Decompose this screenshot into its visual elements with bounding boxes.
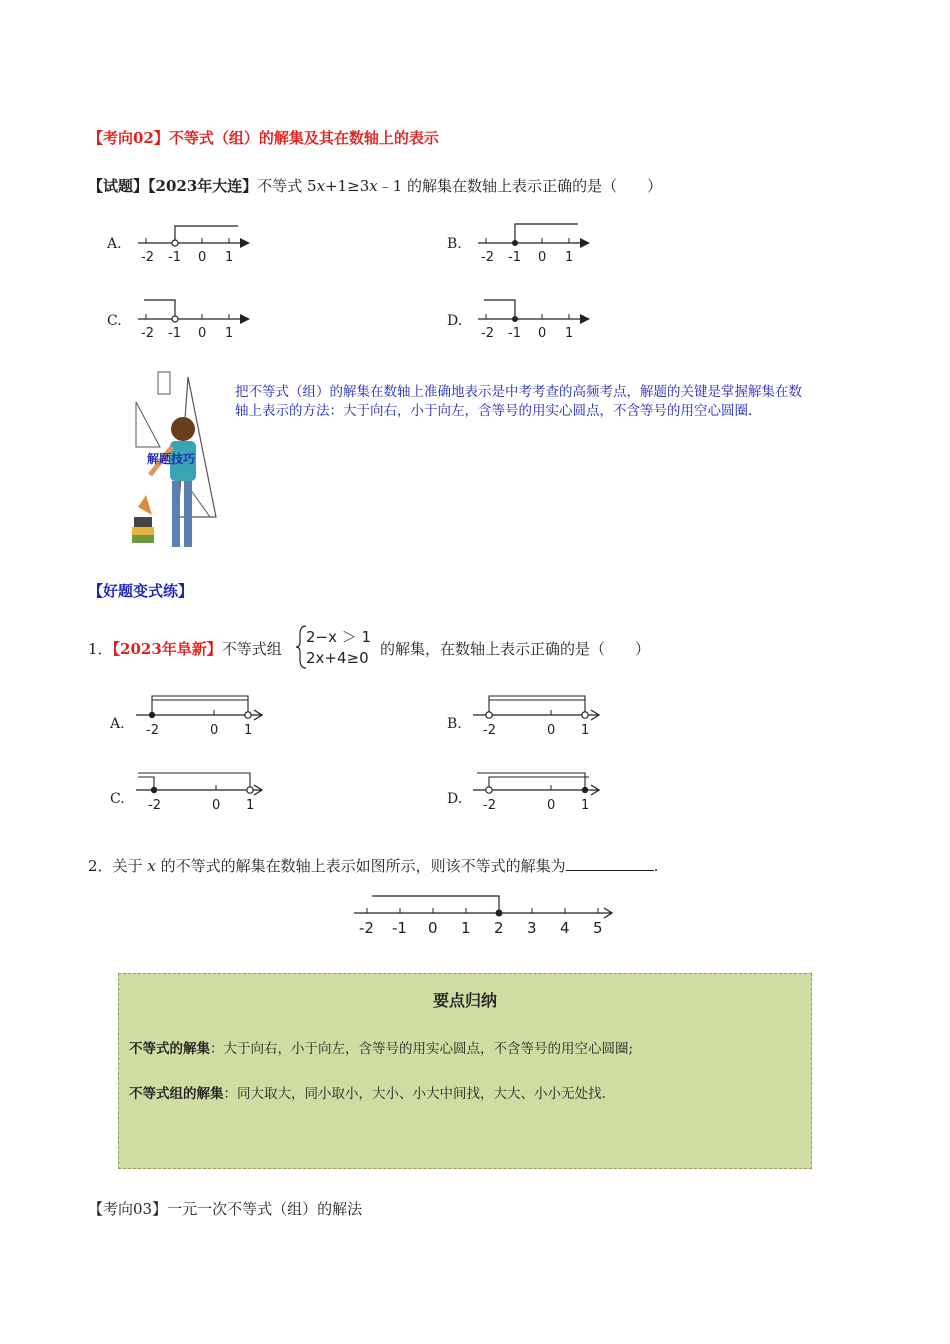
tip-badge: 解题技巧 <box>147 452 196 466</box>
tick-label: 0 <box>428 919 438 937</box>
q1-number-line-c <box>132 765 272 817</box>
open-dot <box>582 712 588 718</box>
tick-label: 1 <box>225 326 234 341</box>
tick-label: 1 <box>581 723 590 738</box>
tick-label: -1 <box>508 326 521 341</box>
tick-label: 0 <box>212 798 221 813</box>
tick-label: -1 <box>392 919 407 937</box>
tick-label: 1 <box>565 250 574 265</box>
q2-end: . <box>653 857 659 875</box>
option-label-b: B. <box>447 236 462 252</box>
tick-label: 5 <box>593 919 603 937</box>
tick-label: -2 <box>148 798 161 813</box>
tick-label: 0 <box>198 250 207 265</box>
q2-text <box>88 855 658 876</box>
q2-number-line <box>350 890 625 940</box>
q1-option-label-a: A. <box>110 716 125 732</box>
number-line-option-b <box>472 216 597 266</box>
open-dot <box>245 712 251 718</box>
open-dot <box>486 787 492 793</box>
summary-row-1 <box>129 1037 633 1057</box>
var-x: x <box>147 857 156 875</box>
tick-label: 0 <box>538 326 547 341</box>
tick-label: 2 <box>494 919 504 937</box>
solid-dot <box>582 787 588 793</box>
q1-prefix: 不等式组 <box>221 640 282 658</box>
trial-text: ﹣1 的解集在数轴上表示正确的是（ ） <box>377 177 663 195</box>
q1-option-label-d: D. <box>447 791 463 807</box>
option-label-c: C. <box>107 313 122 329</box>
tick-label: -1 <box>508 250 521 265</box>
q1-number-line-b <box>469 690 609 742</box>
q1-option-label-c: C. <box>110 791 125 807</box>
tick-label: -2 <box>483 723 496 738</box>
tick-label: 1 <box>246 798 255 813</box>
tick-label: -2 <box>359 919 374 937</box>
tick-label: -1 <box>168 326 181 341</box>
number-line-option-d <box>472 292 597 342</box>
tick-label: -2 <box>481 326 494 341</box>
trial-source: 【2023年大连】 <box>148 177 258 195</box>
trial-question <box>88 175 662 196</box>
open-dot <box>172 316 178 322</box>
summary-box <box>118 973 812 1169</box>
tick-label: -2 <box>483 798 496 813</box>
var-x: x <box>369 177 378 195</box>
number-line-option-a <box>132 216 257 266</box>
tick-label: -2 <box>146 723 159 738</box>
solid-dot <box>512 316 518 322</box>
q1-option-label-b: B. <box>447 716 462 732</box>
q2-text-b: 的不等式的解集在数轴上表示如图所示，则该不等式的解集为 <box>155 857 566 875</box>
tick-label: 1 <box>244 723 253 738</box>
practice-heading: 【好题变式练】 <box>88 582 194 600</box>
q1-number-line-a <box>132 690 272 742</box>
tick-label: 4 <box>560 919 570 937</box>
q1-number-line-d <box>469 765 609 817</box>
tick-label: 0 <box>198 326 207 341</box>
summary-row-2-text: ：同大取大，同小取小，大小、小大中间找，大大、小小无处找. <box>223 1086 606 1102</box>
section-heading-03 <box>88 1198 362 1219</box>
summary-row-2-label: 不等式组的解集 <box>129 1086 224 1102</box>
section-bracket: 【考向02】 <box>88 129 169 147</box>
tick-label: 0 <box>210 723 219 738</box>
q2-text-a: 关于 <box>112 857 148 875</box>
tick-label: 1 <box>225 250 234 265</box>
q2-number: 2． <box>88 857 113 875</box>
summary-row-2 <box>129 1082 606 1102</box>
q1-equation-1: 2−x ＞ 1 <box>306 628 372 646</box>
tick-label: 0 <box>547 723 556 738</box>
q1-intro <box>88 638 282 659</box>
option-label-a: A. <box>107 236 122 252</box>
q1-source: 【2023年阜新】 <box>112 640 222 658</box>
open-dot <box>486 712 492 718</box>
tick-label: -2 <box>481 250 494 265</box>
answer-blank[interactable] <box>566 856 654 871</box>
trial-label: 【试题】 <box>88 177 149 195</box>
solid-dot <box>151 787 157 793</box>
var-x: x <box>316 177 326 195</box>
tick-label: -2 <box>141 326 154 341</box>
solid-dot <box>512 240 518 246</box>
tip-text: 把不等式（组）的解集在数轴上准确地表示是中考考查的高频考点，解题的关键是掌握解集在数轴上表示的方法：大于向右，小于向左，含等号的用实心圆点，不含等号的用空心圆圈. <box>235 384 802 419</box>
tick-label: 1 <box>565 326 574 341</box>
tick-label: 1 <box>461 919 471 937</box>
section-heading-02 <box>88 127 439 148</box>
tick-label: 1 <box>581 798 590 813</box>
trial-text: 不等式 5 <box>257 177 317 195</box>
summary-title: 要点归纳 <box>432 991 497 1010</box>
solid-dot <box>149 712 155 718</box>
option-label-d: D. <box>447 313 463 329</box>
tick-label: 0 <box>547 798 556 813</box>
section-title: 一元一次不等式（组）的解法 <box>167 1200 363 1218</box>
tick-label: -2 <box>141 250 154 265</box>
section-title: 不等式（组）的解集及其在数轴上的表示 <box>168 129 439 147</box>
q1-suffix: 的解集，在数轴上表示正确的是（ ） <box>380 640 651 658</box>
trial-text: +1≥3 <box>325 177 370 195</box>
summary-row-1-label: 不等式的解集 <box>129 1041 210 1057</box>
open-dot <box>247 787 253 793</box>
open-dot <box>172 240 178 246</box>
tick-label: -1 <box>168 250 181 265</box>
solid-dot <box>496 910 503 917</box>
summary-row-1-text: ：大于向右，小于向左，含等号的用实心圆点，不含等号的用空心圆圈; <box>210 1041 634 1057</box>
tick-label: 0 <box>538 250 547 265</box>
q1-number: 1． <box>88 640 113 658</box>
tick-label: 3 <box>527 919 537 937</box>
number-line-option-c <box>132 292 257 342</box>
q1-equation-2: 2x+4≥0 <box>306 649 369 667</box>
section-bracket: 【考向03】 <box>88 1200 168 1218</box>
